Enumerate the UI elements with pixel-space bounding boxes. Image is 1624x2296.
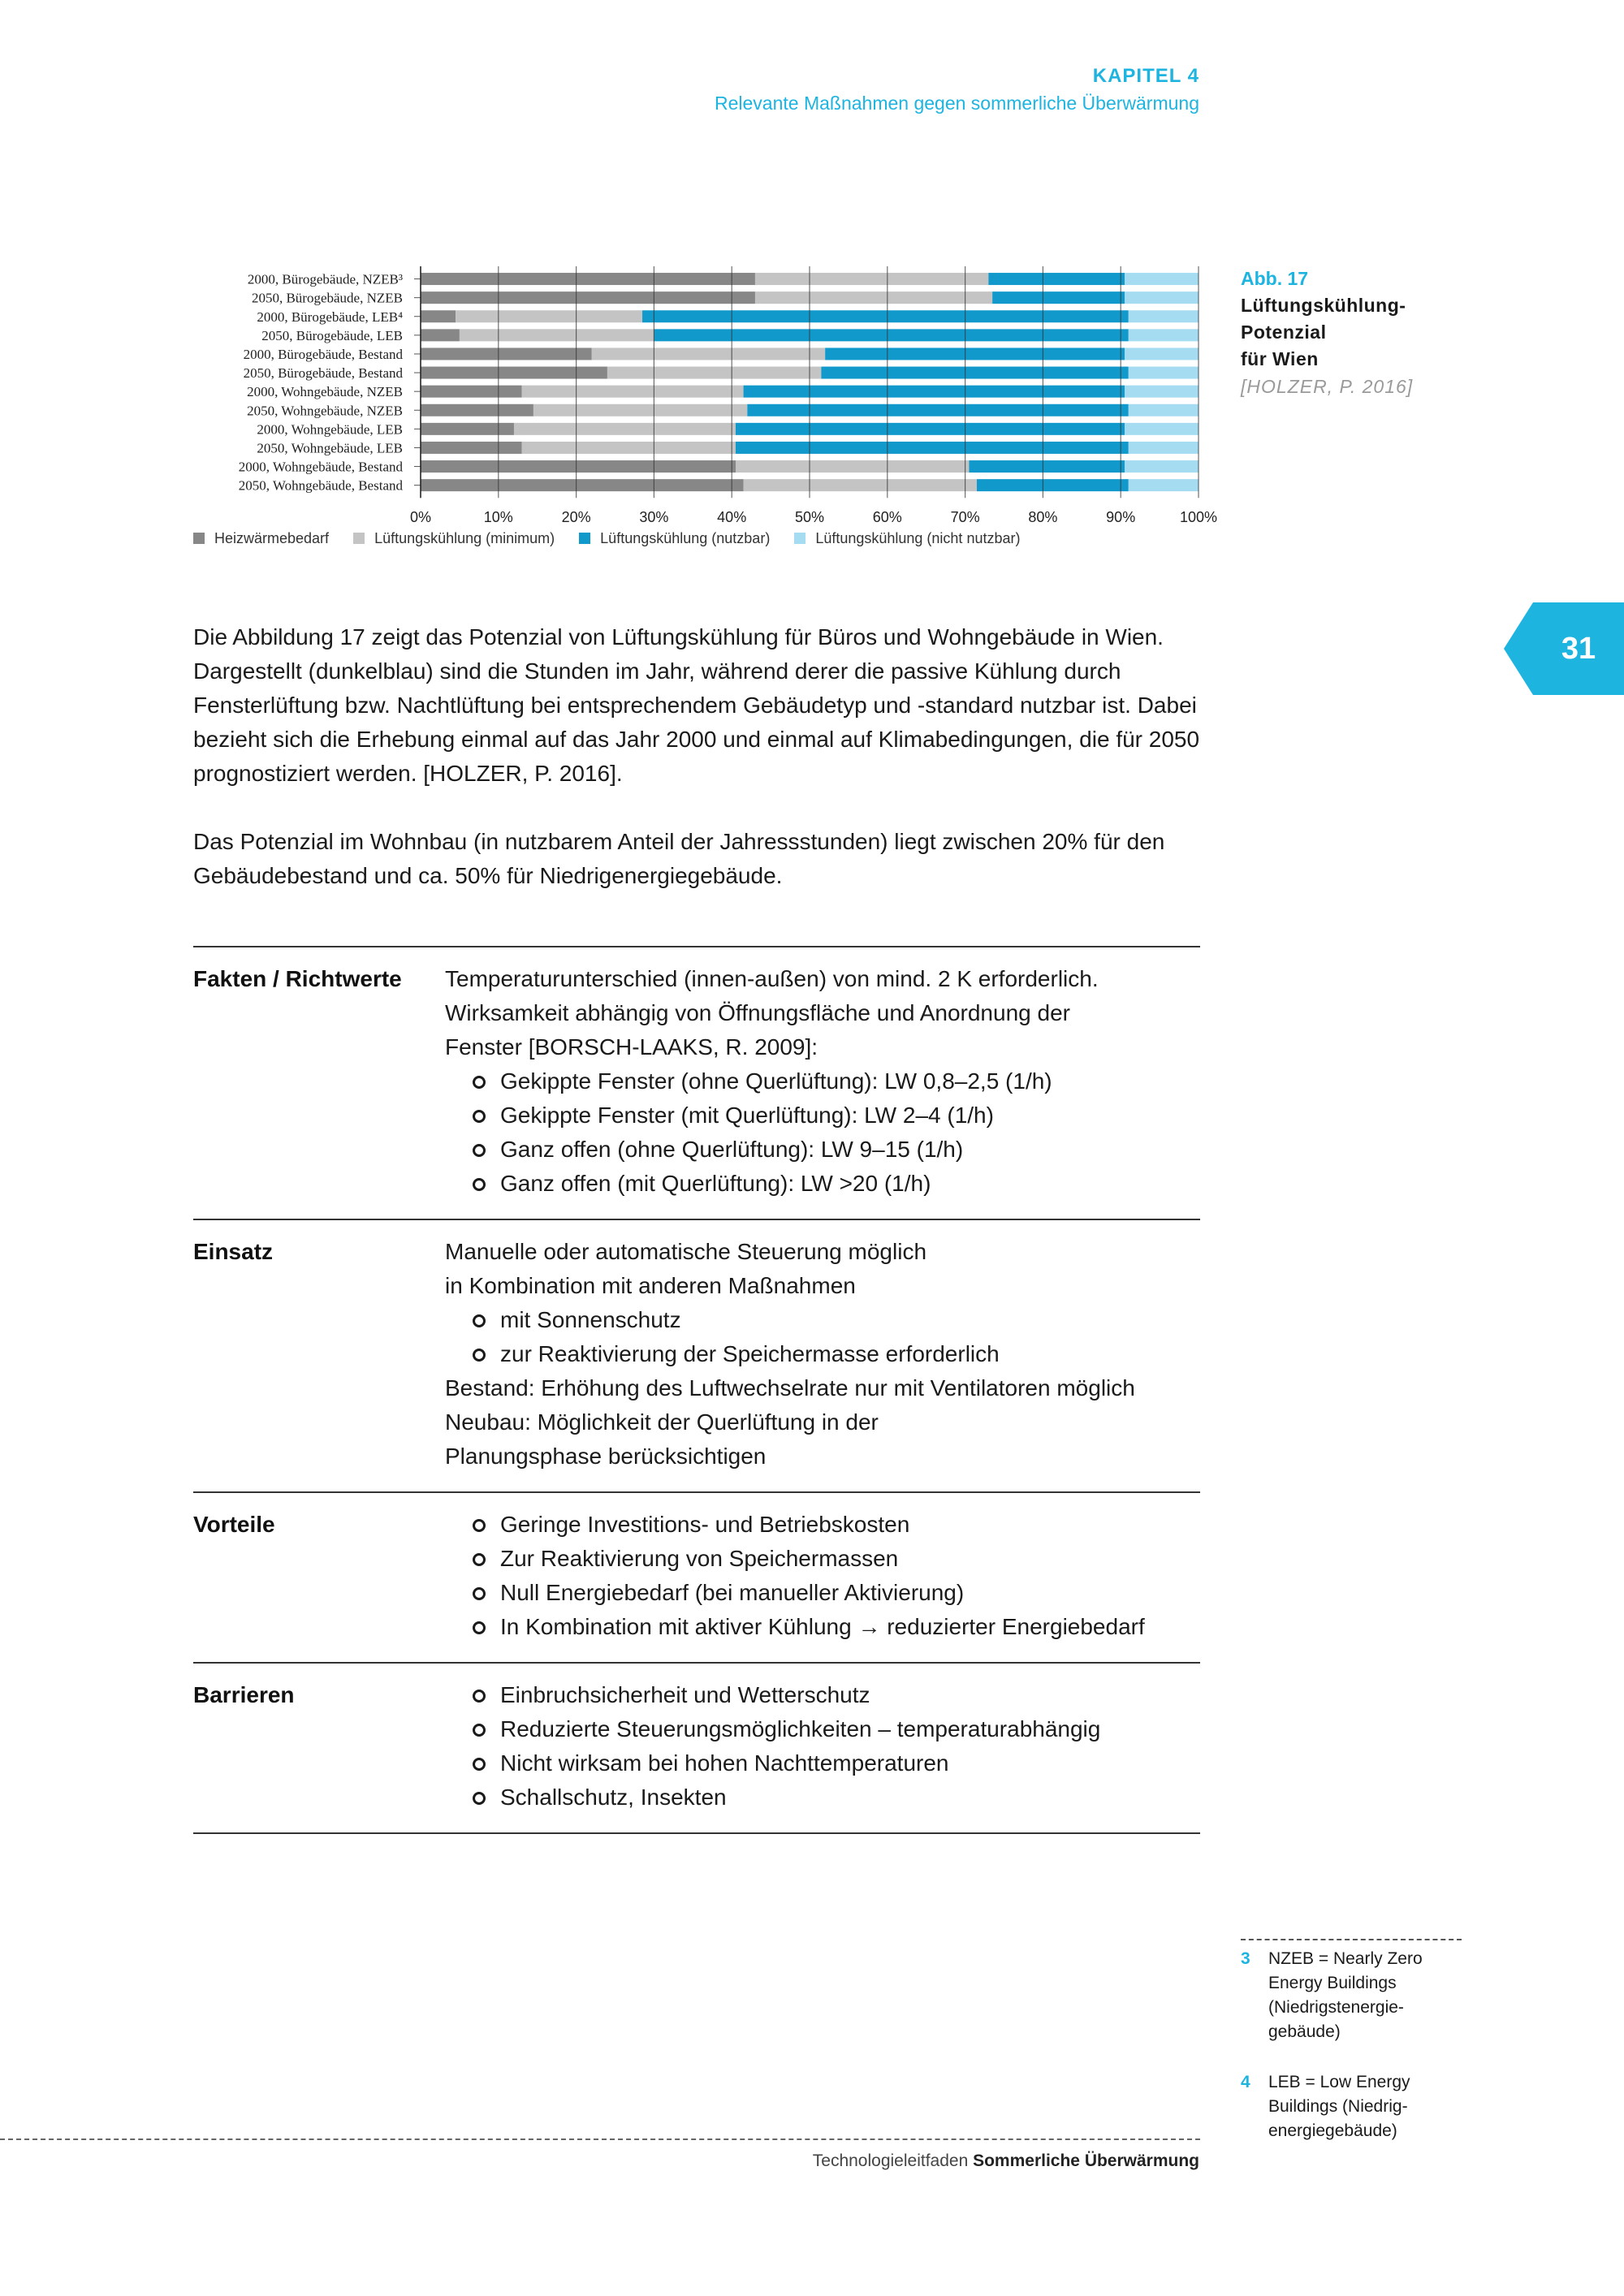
- footer-text: [469, 2151, 1199, 2171]
- legend-swatch: [353, 533, 365, 544]
- bar-segment: [654, 329, 1128, 341]
- bullet-item: mit Sonnenschutz: [469, 1303, 1200, 1337]
- bullet-item: Ganz offen (ohne Querlüftung): LW 9–15 (1/h): [469, 1133, 1200, 1167]
- legend-swatch: [794, 533, 806, 544]
- x-tick-label: 90%: [1106, 509, 1136, 526]
- bar-segment: [642, 310, 1129, 322]
- bar-segment: [456, 310, 642, 322]
- category-label: 2000, Wohngebäude, NZEB: [247, 384, 403, 400]
- facts-row-fakten: [193, 946, 1200, 1219]
- category-label: 2000, Bürogebäude, LEB⁴: [257, 309, 403, 325]
- facts-label: Einsatz: [193, 1239, 274, 1264]
- legend-label: Lüftungskühlung (minimum): [374, 529, 555, 546]
- bar-segment: [421, 460, 736, 473]
- footnote-text: NZEB = Nearly Zero Energy Buildings (Niedrigstenergie-gebäude): [1268, 1949, 1423, 2041]
- category-label: 2000, Bürogebäude, NZEB³: [247, 271, 403, 287]
- legend-swatch: [193, 533, 205, 544]
- facts-label: Fakten / Richtwerte: [193, 966, 402, 991]
- x-tick-label: 40%: [717, 509, 747, 526]
- body-paragraph: Das Potenzial im Wohnbau (in nutzbarem Anteil der Jahressstunden) liegt zwischen 20% für den Gebäudebestand und ca. 50% für Niedrigenergiegebäude.: [193, 829, 1165, 888]
- figure-number: Abb. 17: [1241, 268, 1309, 289]
- facts-content: [445, 1678, 1200, 1815]
- bullet-list: [445, 1678, 1200, 1815]
- footer-divider: [0, 2138, 1200, 2140]
- bullet-list: [445, 1064, 1200, 1201]
- chapter-title: Relevante Maßnahmen gegen sommerliche Überwärmung: [714, 93, 1199, 114]
- bar-segment: [533, 404, 747, 416]
- legend-label: Lüftungskühlung (nicht nutzbar): [815, 529, 1021, 546]
- facts-text-line: Neubau: Möglichkeit der Querlüftung in der: [445, 1409, 879, 1435]
- figure-title-line: Potenzial: [1241, 322, 1327, 343]
- category-label: 2050, Wohngebäude, Bestand: [238, 477, 403, 494]
- bar-segment: [1125, 347, 1199, 360]
- bar-segment: [522, 386, 744, 398]
- bar-segment: [988, 273, 1125, 285]
- bar-segment: [1129, 479, 1199, 491]
- chart-canvas: [0, 260, 1242, 528]
- bullet-item: Ganz offen (mit Querlüftung): LW >20 (1/h): [469, 1167, 1200, 1201]
- footnote-number: 3: [1241, 1949, 1250, 1968]
- legend-item-nutzbar: [579, 530, 770, 547]
- facts-row-barrieren: [193, 1662, 1200, 1834]
- bar-segment: [592, 347, 825, 360]
- facts-text-line: in Kombination mit anderen Maßnahmen: [445, 1273, 856, 1298]
- bar-segment: [421, 329, 460, 341]
- facts-text-line: Bestand: Erhöhung des Luftwechselrate nur mit Ventilatoren möglich: [445, 1375, 1135, 1400]
- bar-segment: [1129, 442, 1199, 454]
- figure-title: [1241, 292, 1452, 373]
- footnote: [1241, 2070, 1452, 2151]
- bar-segment: [421, 423, 514, 435]
- x-tick-label: 70%: [950, 509, 980, 526]
- bar-segment: [1125, 460, 1199, 473]
- chapter-label: KAPITEL 4: [1092, 65, 1199, 87]
- x-tick-label: 0%: [409, 509, 432, 526]
- bullet-item: Nicht wirksam bei hohen Nachttemperaturen: [469, 1746, 1200, 1780]
- figure-source: [HOLZER, P. 2016]: [1241, 376, 1414, 397]
- facts-content: [445, 1235, 1200, 1474]
- facts-text-line: Planungsphase berücksichtigen: [445, 1444, 767, 1469]
- body-paragraph: Die Abbildung 17 zeigt das Potenzial von Lüftungskühlung für Büros und Wohngebäude in Wien. Dargestellt (dunkelblau) sind die Stunden im Jahr, während derer die passive Kühlung durch Fensterlüftung bzw. Nachtlüftung bei entsprechendem Gebäudetyp und -standard nutzbar ist. Dabei bezieht sich die Erhebung einmal auf das Jahr 2000 und einmal auf Klimabedingungen, die für 2050 prognostiziert werden. [HOLZER, P. 2016].: [193, 624, 1200, 786]
- footnote-text: LEB = Low Energy Buildings (Niedrig-energiegebäude): [1268, 2073, 1410, 2140]
- x-tick-label: 60%: [872, 509, 902, 526]
- x-tick-label: 100%: [1179, 509, 1218, 526]
- category-label: 2000, Wohngebäude, Bestand: [238, 459, 403, 475]
- bar-segment: [736, 423, 1125, 435]
- bar-segment: [825, 347, 1125, 360]
- bar-segment: [736, 442, 1129, 454]
- bar-segment: [522, 442, 736, 454]
- bar-segment: [992, 291, 1125, 304]
- bar-segment: [1125, 291, 1199, 304]
- footnote: [1241, 1947, 1452, 2052]
- facts-table: [193, 946, 1200, 1834]
- footnote-divider: [1241, 1939, 1462, 1940]
- bar-segment: [977, 479, 1129, 491]
- bar-segment: [1125, 386, 1199, 398]
- bullet-item: Gekippte Fenster (mit Querlüftung): LW 2–4 (1/h): [469, 1098, 1200, 1133]
- footer-prefix: Technologieleitfaden: [812, 2151, 969, 2170]
- bar-segment: [421, 273, 755, 285]
- page-number-tab: [1504, 602, 1624, 695]
- category-label: 2000, Bürogebäude, Bestand: [243, 346, 403, 362]
- facts-text-line: Wirksamkeit abhängig von Öffnungsfläche und Anordnung der: [445, 1000, 1070, 1025]
- facts-content: [445, 1508, 1200, 1644]
- stacked-bar-chart: [0, 260, 1242, 552]
- bar-segment: [421, 367, 607, 379]
- bar-segment: [1125, 423, 1199, 435]
- category-label: 2050, Bürogebäude, NZEB: [251, 290, 403, 306]
- bullet-list: [445, 1303, 1200, 1371]
- bar-segment: [1129, 367, 1199, 379]
- bar-segment: [607, 367, 821, 379]
- x-tick-label: 50%: [794, 509, 825, 526]
- bullet-item: Geringe Investitions- und Betriebskosten: [469, 1508, 1200, 1542]
- bar-segment: [969, 460, 1125, 473]
- bullet-list: [445, 1508, 1200, 1644]
- x-tick-label: 10%: [483, 509, 513, 526]
- facts-row-vorteile: [193, 1491, 1200, 1662]
- category-label: 2050, Wohngebäude, LEB: [257, 440, 403, 456]
- facts-content: [445, 962, 1200, 1201]
- bar-segment: [460, 329, 654, 341]
- bar-segment: [747, 404, 1128, 416]
- figure-title-line: Lüftungskühlung-: [1241, 295, 1406, 316]
- bullet-item: Schallschutz, Insekten: [469, 1780, 1200, 1815]
- bullet-item: Einbruchsicherheit und Wetterschutz: [469, 1678, 1200, 1712]
- bar-segment: [1129, 329, 1199, 341]
- bar-segment: [821, 367, 1128, 379]
- bar-segment: [421, 479, 744, 491]
- category-label: 2050, Bürogebäude, Bestand: [243, 365, 403, 382]
- bar-segment: [1129, 404, 1199, 416]
- legend-label: Heizwärmebedarf: [214, 529, 330, 546]
- bar-segment: [744, 479, 977, 491]
- facts-text-line: Temperaturunterschied (innen-außen) von mind. 2 K erforderlich.: [445, 966, 1099, 991]
- bar-segment: [1129, 310, 1199, 322]
- bar-segment: [514, 423, 736, 435]
- bar-segment: [421, 404, 533, 416]
- bullet-item: In Kombination mit aktiver Kühlung → reduzierter Energiebedarf: [469, 1610, 1200, 1644]
- chart-legend: [193, 528, 1044, 549]
- bullet-item: Null Energiebedarf (bei manueller Aktivierung): [469, 1576, 1200, 1610]
- bar-segment: [421, 347, 592, 360]
- legend-item-minimum: [353, 530, 555, 547]
- facts-text-line: Fenster [BORSCH-LAAKS, R. 2009]:: [445, 1034, 818, 1060]
- footnote-number: 4: [1241, 2073, 1250, 2091]
- footer-title: Sommerliche Überwärmung: [973, 2151, 1199, 2170]
- x-tick-label: 80%: [1028, 509, 1058, 526]
- bar-segment: [744, 386, 1125, 398]
- bar-segment: [421, 442, 522, 454]
- category-label: 2050, Bürogebäude, LEB: [261, 327, 403, 343]
- x-tick-label: 30%: [639, 509, 669, 526]
- facts-text-line: Manuelle oder automatische Steuerung möglich: [445, 1239, 927, 1264]
- facts-label: Barrieren: [193, 1682, 295, 1707]
- bullet-item: zur Reaktivierung der Speichermasse erforderlich: [469, 1337, 1200, 1371]
- category-label: 2050, Wohngebäude, NZEB: [247, 403, 403, 419]
- bar-segment: [736, 460, 969, 473]
- figure-title-line: für Wien: [1241, 348, 1319, 369]
- x-tick-label: 20%: [561, 509, 591, 526]
- facts-row-einsatz: [193, 1219, 1200, 1491]
- legend-item-heizwaermebedarf: [193, 530, 329, 547]
- bar-segment: [1125, 273, 1199, 285]
- bar-segment: [421, 310, 456, 322]
- page-number: 31: [1561, 632, 1596, 666]
- figure-caption: [1241, 265, 1452, 400]
- legend-label: Lüftungskühlung (nutzbar): [600, 529, 771, 546]
- bar-segment: [421, 386, 522, 398]
- bullet-item: Gekippte Fenster (ohne Querlüftung): LW 0,8–2,5 (1/h): [469, 1064, 1200, 1098]
- bar-segment: [421, 291, 755, 304]
- bullet-item: Reduzierte Steuerungsmöglichkeiten – temperaturabhängig: [469, 1712, 1200, 1746]
- legend-item-nicht-nutzbar: [794, 530, 1020, 547]
- legend-swatch: [579, 533, 590, 544]
- bar-segment: [755, 291, 992, 304]
- bar-segment: [755, 273, 988, 285]
- category-label: 2000, Wohngebäude, LEB: [257, 421, 403, 438]
- bullet-item: Zur Reaktivierung von Speichermassen: [469, 1542, 1200, 1576]
- facts-label: Vorteile: [193, 1512, 275, 1537]
